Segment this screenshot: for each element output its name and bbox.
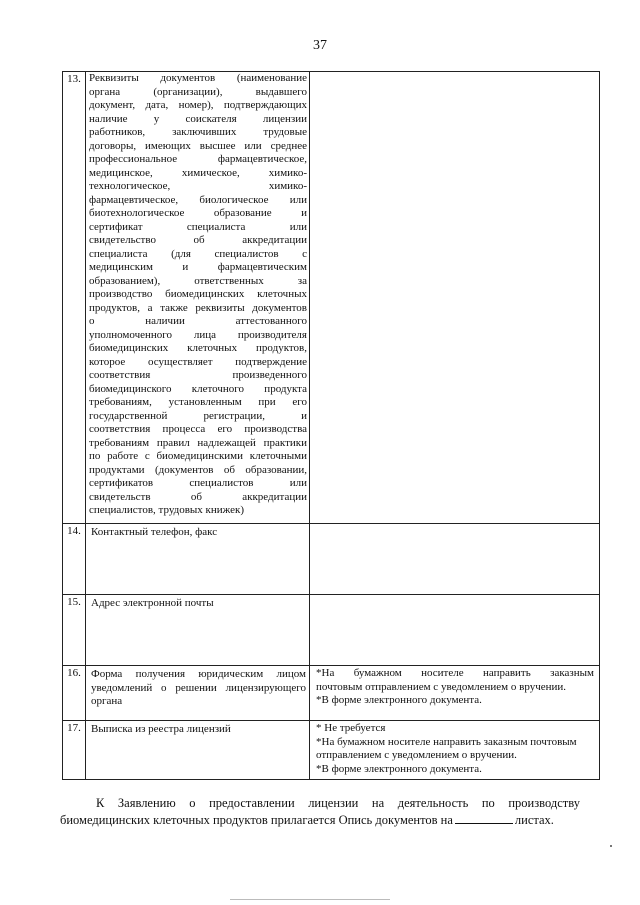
label-line: органа (организации), выдавшего [89, 85, 307, 98]
option-electronic[interactable]: *В форме электронного документа. [316, 762, 482, 775]
label-line: медицинское, химическое, химико- [89, 166, 307, 179]
row-number: 13. [63, 72, 86, 524]
notification-options [310, 666, 599, 708]
row-label [86, 524, 310, 595]
label-line: по работе с биомедицинскими клеточными [89, 450, 307, 462]
row-value-cell[interactable] [310, 72, 600, 524]
label-line: биомедицинских клеточных продуктов, [89, 342, 307, 354]
label-line: биотехнологическое образование и [89, 207, 307, 219]
label-line: производство биомедицинских клеточных [89, 288, 307, 300]
label-line: документ, дата, номер), подтверждающих [89, 99, 307, 111]
label-line: биомедицинского клеточного продукта [89, 382, 307, 395]
email-value-cell[interactable] [310, 595, 600, 666]
row-number: 15. [63, 595, 86, 666]
table-row [63, 721, 600, 780]
application-form-table [62, 71, 600, 780]
label-line: специалиста (для специалистов с [89, 247, 307, 260]
label-line: соответствия процесса его производства [89, 423, 307, 435]
label-line: продуктов, а также реквизиты документов [89, 301, 307, 314]
option-not-required[interactable]: * Не требуется [316, 722, 386, 734]
attachment-note-suffix: листах. [514, 813, 554, 827]
table-row [63, 72, 600, 524]
label-line: свидетельство об аккредитации [89, 234, 307, 246]
attachment-note-text: К Заявлению о предоставлении лицензии на деятельность по производству биомедицинских клеточных продуктов прилагается Опись документов на [60, 796, 580, 827]
label-line: требованиям правил надлежащей практики [89, 436, 307, 449]
label-line: государственной регистрации, и [89, 409, 307, 422]
label-line: договоры, имеющих высшее или среднее [89, 139, 307, 152]
label-line: работников, заключивших трудовые [89, 126, 307, 138]
table-row [63, 595, 600, 666]
label-line: о наличии аттестованного [89, 315, 307, 327]
phone-fax-label: Контактный телефон, факс [91, 526, 218, 538]
label-line: медицинским и фармацевтическим [89, 261, 307, 273]
row-label [86, 721, 310, 780]
notification-form-label: Форма получения юридическим лицом уведомлений о решении лицензирующего органа [91, 668, 306, 707]
label-line: соответствия произведенного [89, 369, 307, 381]
phone-fax-value-cell[interactable] [310, 524, 600, 595]
row-label [86, 72, 310, 524]
label-line: специалистов, трудовых книжек) [89, 504, 245, 516]
option-paper-continued: почтовым отправлением с уведомлением о вручении. [316, 680, 567, 693]
sheet-count-blank[interactable] [455, 812, 513, 824]
page-number: 37 [313, 38, 327, 53]
label-line: продуктами (документов об образовании, [89, 463, 307, 476]
table-row [63, 524, 600, 595]
label-line: образованием), ответственных за [89, 274, 307, 287]
label-line: фармацевтическое, биологическое или [89, 193, 307, 206]
label-line: Реквизиты документов (наименование [89, 72, 307, 84]
staff-documents-label [86, 72, 309, 518]
table-row [63, 666, 600, 721]
scan-speck [610, 845, 612, 847]
page-bottom-rule [230, 899, 390, 900]
label-line: профессиональное фармацевтическое, [89, 153, 307, 165]
label-line: уполномоченного лица производителя [89, 328, 307, 341]
registry-options-cell [310, 721, 600, 780]
label-line: наличие у соискателя лицензии [89, 112, 307, 125]
row-number: 17. [63, 721, 86, 780]
row-label [86, 666, 310, 721]
registry-extract-label: Выписка из реестра лицензий [91, 723, 231, 735]
label-line: требованиям, установленным при его [89, 396, 307, 408]
option-paper-continued: отправлением с уведомлением о вручении. [316, 749, 517, 761]
label-line: технологическое, химико- [89, 180, 307, 192]
option-electronic[interactable]: *В форме электронного документа. [316, 694, 482, 706]
row-number: 14. [63, 524, 86, 595]
email-label: Адрес электронной почты [91, 597, 214, 609]
label-line: свидетельств об аккредитации [89, 490, 307, 503]
label-line: сертификатов специалистов или [89, 477, 307, 489]
notification-options-cell [310, 666, 600, 721]
attachment-note [60, 795, 580, 829]
row-label [86, 595, 310, 666]
label-line: которое осуществляет подтверждение [89, 355, 307, 368]
option-paper[interactable]: *На бумажном носителе направить заказным [316, 667, 594, 679]
registry-options [310, 721, 599, 776]
label-line: сертификат специалиста или [89, 220, 307, 233]
option-paper[interactable]: *На бумажном носителе направить заказным почтовым [316, 735, 577, 748]
row-number: 16. [63, 666, 86, 721]
